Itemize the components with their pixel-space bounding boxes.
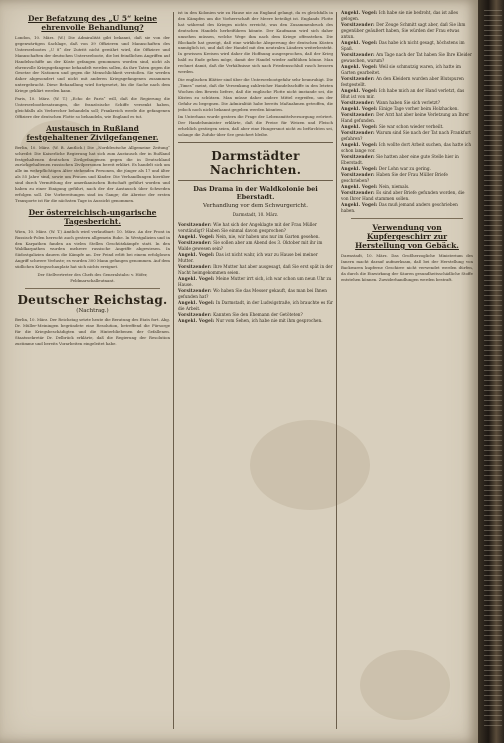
headline-drama-sub: Verhandlung vor dem Schwurgericht.: [203, 203, 308, 210]
transcript-line: [178, 288, 333, 300]
article-text: Berlin, 10. März. (W. B. Amtlich.) Die „Norddeutsche Allgemeine Zeitung“ schreibt: Die Kaiserliche Regierung hat sich zum Austausch der in Rußland festgehaltenen deutschen Zivilgefangenen gegen die in Deutschland zurückgehaltenen russischen Zivilpersonen bereit erklärt. Es handelt sich um alle im wehrpflichtigen Alter stehenden Personen, die jünger als 17 und älter als 55 Jahre sind, sowie um Frauen und Kinder. Die Verhandlungen hierüber sind durch Vermittlung der amerikanischen Botschaft geführt worden und haben zu einer Einigung geführt, nach der der Austausch über Schweden erfolgen soll. Die Vorbereitungen sind im Gange; die Abreise der ersten Transporte ist für die nächsten Tage in Aussicht genommen.: [15, 144, 170, 203]
transcript-line: [341, 40, 473, 52]
speaker-text: Ich habe sie nie bedroht, das ist alles gelogen.: [341, 10, 459, 21]
speaker-name: Vorsitzender:: [178, 240, 212, 246]
article-text: Paris, 10. März. (W. T.) „Echo de Paris“ will, daß die Regierung die Unterseebootbesatzungen, die französische Schiffe versenkt haben, gleichfalls als Verbrecher behandeln soll; Frankreich werde die gefangenen Offiziere der deutschen Flotte so behandeln, wie England es tut.: [15, 96, 170, 119]
article-text: Im Unterhaus wurde gestern die Frage der Lebensmittelversorgung erörtert. Der Handelsminister erklärte, daß die Preise für Weizen und Fleisch erheblich gestiegen seien, daß aber eine Hungersnot nicht zu befürchten sei, solange die Zufuhr über See gesichert bleibe.: [178, 114, 333, 138]
column-rule: [336, 12, 337, 729]
speaker-text: Haben Sie der Frau Müller Briefe geschrieben?: [341, 172, 448, 183]
column-rule: [173, 12, 174, 729]
speaker-name: Vorsitzender:: [178, 264, 212, 270]
article-signature: Der Stellvertreter des Chefs des Generalstabs: v. Höfer, Feldmarschalleutnant.: [37, 272, 148, 283]
transcript-line: [341, 52, 473, 64]
article-text: Darmstadt, 10. März. Das Großherzogliche Ministerium des Innern macht darauf aufmerksam, daß bei der Herstellung von Backwaren kupferne Geschirre nicht verwendet werden dürfen, da durch die Einwirkung der Säuren gesundheitsschädliche Stoffe entstehen können. Zuwiderhandlungen werden bestraft.: [341, 253, 473, 282]
transcript-line: [178, 318, 333, 324]
transcript-line: [341, 130, 473, 142]
transcript-line: [341, 10, 473, 22]
transcript-line: [341, 172, 473, 184]
transcript-line: [341, 22, 473, 40]
speaker-name: Angekl. Vogel:: [341, 106, 378, 111]
speaker-text: Ich wollte dort Arbeit suchen, das hatte ich schon lange vor.: [341, 142, 472, 153]
speaker-name: Vorsitzender:: [341, 154, 375, 159]
speaker-text: Nur vom Sehen, ich habe nie mit ihm gesprochen.: [215, 318, 323, 324]
transcript-line: [341, 76, 473, 88]
speaker-name: Angekl. Vogel:: [178, 276, 215, 282]
speaker-name: Angekl. Vogel:: [178, 318, 215, 324]
speaker-text: Ich habe mich an der Hand verletzt, das Blut ist von mir.: [341, 88, 465, 99]
transcript-line: [178, 222, 333, 234]
speaker-text: Sie hatten aber eine gute Stelle hier in Eberstadt.: [341, 154, 459, 165]
speaker-text: Einige Tage vorher beim Holzhacken.: [378, 106, 459, 111]
transcript-line: [178, 264, 333, 276]
column-middle: [178, 10, 333, 731]
article-text: Wien, 10. März. (W. T.) Amtlich wird verlautbart: 10. März. An der Front in Russisch-Polen herrscht auch gestern allgemein Ruhe. In Westgalizien und in den Karpathen fanden an vielen Stellen Geschützkämpfe statt. In den Waldkarpathen wurden mehrere russische Angriffe abgewiesen. In Südostgalizien dauern die Kämpfe an. Der Feind erlitt bei einem erfolglosen Angriff schwere Verluste; es wurden 300 Mann gefangen genommen. Auf dem südlichen Kriegsschauplatz hat sich nichts ereignet.: [15, 228, 170, 270]
speaker-text: Der Zeuge Schmitt sagt aber, daß Sie ihm gegenüber geäußert haben, Sie würden der Frau etwas antun.: [341, 22, 466, 39]
speaker-text: Sie sollen aber am Abend des 3. Oktober mit ihr im Walde gewesen sein?: [178, 240, 323, 252]
transcript-line: [341, 112, 473, 124]
speaker-name: Angekl. Vogel:: [178, 300, 215, 306]
transcript-line: [341, 154, 473, 166]
speaker-name: Vorsitzender:: [341, 112, 375, 117]
speaker-name: Angekl. Vogel:: [341, 10, 378, 15]
headline-drama: Das Drama in der Waldkolonie bei Eberstadt.: [193, 185, 318, 202]
transcript-line: [178, 276, 333, 288]
headline-reichstag-sub: (Nachtrag.): [76, 307, 109, 314]
speaker-name: Vorsitzender:: [341, 22, 375, 27]
speaker-text: Meine Mutter irrt sich, ich war schon um neun Uhr zu Hause.: [178, 276, 332, 288]
speaker-text: Das ist nicht wahr, ich war zu Hause bei meiner Mutter.: [178, 252, 318, 264]
speaker-name: Angekl. Vogel:: [178, 234, 215, 240]
column-right: [341, 10, 473, 731]
facing-page-edge: [484, 10, 502, 730]
article-text: ist in den Kolonien wie zu Hause nie an England gelangt, da es gleichfalls in den Kämpfen um die Vorherrschaft der Meere beteiligt ist. Englands Flotte hat während des Krieges nichts erreicht, was den Zusammenbruch des deutschen Handels herbeiführen könnte. Der Kaufmann wird sich daher umsehen müssen, welche Wege ihm nach dem Kriege offenstehen. Die Blockade hat gezeigt, daß eine wirkliche Absperrung der deutschen Küsten unmöglich ist, und daß der Handel mit den neutralen Ländern weiterbesteht. In gewissen Kreisen wird daher die Hoffnung ausgesprochen, daß der Krieg bald zu Ende gehen möge, damit der Handel wieder aufblühen könne. Man rechnet damit, daß die Verhältnisse sich nach Friedensschluß rasch bessern werden.: [178, 10, 333, 75]
headline-tagesbericht: Der österreichisch-ungarische Tagesbericht.: [28, 207, 157, 226]
speaker-text: Wie hat sich der Angeklagte mit der Frau Müller verständigt? Haben Sie einmal davon gesprochen?: [178, 222, 317, 234]
transcript-line: [341, 64, 473, 76]
speaker-text: Das muß jemand anders geschrieben haben.: [341, 202, 458, 213]
speaker-name: Vorsitzender:: [341, 52, 375, 57]
speaker-text: Weil sie schmutzig waren, ich hatte im Garten gearbeitet.: [341, 64, 461, 75]
speaker-name: Vorsitzender:: [178, 288, 212, 294]
headline-u-boot: Der Befatzung des „U 5“ keine ehrenvolle Behandlung?: [27, 14, 158, 32]
transcript-line: [178, 300, 333, 312]
headline-reichstag: Deutscher Reichstag.: [17, 292, 168, 307]
article-text: London, 10. März. (W.) Die Admiralität gibt bekannt, daß sie von der gegenwärtigen Sachlage, daß von 39 Offizieren und Mannschaften des Unterseebootes „U 8“ der Zutritt nicht gewährt wird, die Offiziere und Mannschaften der deutschen Unterseeboote, die bei feindlichen Angriffen auf Handelsschiffe an der Küste gefangen genommen worden sind, nicht als ehrenvolle Kriegsgefangene behandelt werden sollen, da ihre Taten gegen die Gesetze der Nationen und gegen die Menschlichkeit verstoßen. Sie werden daher abgesondert und nicht mit anderen Kriegsgefangenen zusammen untergebracht. Diese Behandlung wird fortgesetzt, bis die Sache nach dem Kriege geklärt werden kann.: [15, 35, 170, 94]
headline-darmstaedter-nachrichten: Darmstädter Nachrichten.: [209, 149, 302, 178]
speaker-text: In Darmstadt, in der Ludwigstraße, ich brauchte es für die Arbeit.: [178, 300, 333, 312]
article-text: Die englischen Blätter sind über die Unterseebootgefahr sehr beunruhigt. Die „Times“ meint, daß die Versenkung zahlreicher Handelsschiffe in den letzten Wochen den Beweis liefere, daß die englische Flotte nicht imstande sei, die Küsten zu schützen. Man müsse daher andere Mittel ergreifen, um der Gefahr zu begegnen. Die Admiralität habe bereits Maßnahmen getroffen, die jedoch noch nicht bekannt gegeben werden könnten.: [178, 76, 333, 112]
speaker-text: Der Arzt hat aber keine Verletzung an Ihrer Hand gefunden.: [341, 112, 470, 123]
speaker-name: Angekl. Vogel:: [178, 252, 215, 258]
article-text: Berlin, 10. März. Der Reichstag setzte heute die Beratung des Etats fort. Abg. Dr. Müller-Meiningen begründete eine Resolution, betreffend die Fürsorge für die Kriegsbeschädigten und die Hinterbliebenen der Gefallenen. Staatssekretär Dr. Delbrück erklärte, daß die Regierung der Resolution zustimme und bereits Vorarbeiten eingeleitet habe.: [15, 316, 170, 346]
transcript-line: [341, 190, 473, 202]
headline-kupfergeschirr: Verwendung von Kupfergeschirr zur Herstellung von Gebäck.: [355, 223, 459, 250]
speaker-name: Vorsitzender:: [341, 100, 375, 105]
court-transcript: [341, 10, 473, 214]
speaker-text: Wo haben Sie das Messer gekauft, das man bei Ihnen gefunden hat?: [178, 288, 327, 300]
transcript-line: [341, 142, 473, 154]
speaker-name: Angekl. Vogel:: [341, 40, 378, 45]
speaker-name: Angekl. Vogel:: [341, 166, 378, 171]
speaker-name: Angekl. Vogel:: [341, 202, 378, 207]
speaker-name: Vorsitzender:: [178, 222, 212, 228]
headline-austausch: Austausch in Rußland festgehaltener Zivilgefangener.: [26, 123, 159, 142]
speaker-name: Vorsitzender:: [178, 312, 212, 318]
transcript-line: [341, 202, 473, 214]
divider: [351, 218, 463, 219]
speaker-text: Nein, nie, wir haben uns nur im Garten gesehen.: [215, 234, 320, 240]
speaker-text: Warum sind Sie nach der Tat nach Frankfurt gefahren?: [341, 130, 471, 141]
speaker-text: An den Kleidern wurden aber Blutspuren festgestellt.: [341, 76, 464, 87]
divider: [25, 288, 160, 289]
speaker-name: Angekl. Vogel:: [341, 124, 378, 129]
speaker-text: Sie war schon wieder verheilt.: [378, 124, 444, 129]
speaker-text: Wann haben Sie sich verletzt?: [376, 100, 441, 105]
speaker-text: Am Tage nach der Tat haben Sie Ihre Kleider gewaschen, warum?: [341, 52, 472, 63]
dateline: Darmstadt, 10. März.: [232, 212, 279, 218]
speaker-text: Das habe ich nicht gesagt, höchstens im Spaß.: [341, 40, 465, 51]
transcript-line: [178, 240, 333, 252]
speaker-name: Angekl. Vogel:: [341, 88, 378, 93]
speaker-name: Angekl. Vogel:: [341, 64, 378, 69]
column-left: [15, 10, 170, 731]
speaker-name: Vorsitzender:: [341, 172, 375, 177]
speaker-text: Nein, niemals.: [378, 184, 410, 189]
transcript-line: [341, 88, 473, 100]
speaker-text: Ihre Mutter hat aber ausgesagt, daß Sie erst spät in der Nacht heimgekommen seien.: [178, 264, 333, 276]
speaker-text: Der Lohn war zu gering.: [378, 166, 431, 171]
speaker-name: Vorsitzender:: [341, 130, 375, 135]
speaker-text: Es sind aber Briefe gefunden worden, die von Ihrer Hand stammen sollen.: [341, 190, 465, 201]
section-header-box: [178, 142, 333, 181]
transcript-line: [178, 252, 333, 264]
speaker-name: Angekl. Vogel:: [341, 142, 378, 147]
speaker-name: Vorsitzender:: [341, 76, 375, 81]
speaker-text: Kannten Sie den Ehemann der Getöteten?: [213, 312, 303, 318]
speaker-name: Vorsitzender:: [341, 190, 375, 195]
speaker-name: Angekl. Vogel:: [341, 184, 378, 189]
court-transcript: [178, 222, 333, 324]
